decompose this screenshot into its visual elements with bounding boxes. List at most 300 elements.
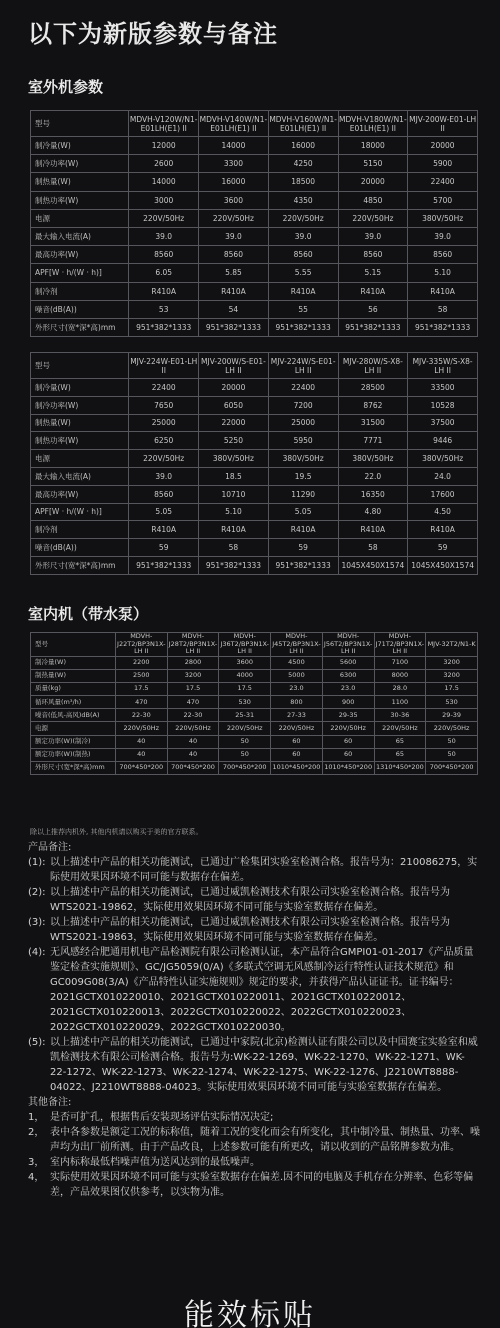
table-cell: 951*382*1333 bbox=[129, 556, 199, 574]
row-label-cell: 制热功率(W) bbox=[31, 432, 129, 450]
row-label-cell: 电源 bbox=[31, 722, 116, 735]
table-cell: 39.0 bbox=[408, 227, 478, 245]
table-cell: 951*382*1333 bbox=[338, 318, 408, 336]
table-cell: 220V/50Hz bbox=[268, 209, 338, 227]
table-cell: 40 bbox=[167, 735, 219, 748]
table-cell: 18000 bbox=[338, 137, 408, 155]
remarks-item bbox=[28, 855, 480, 885]
item-text: 无风感经合肥通用机电产品检测院有限公司检测认证，本产品符合GMPI01-01-2017《产品质量鉴定检查实施规则》、GC/JG5059(0/A)《多联式空调无风感制冷运行特性认证技术规范》和GC009G08(3/A)《产品特性认证实施规则》规定的要求，并获得产品认证证书。证书编号：2021GCTX010220010、2021GCTX010220011、2021GCTX010220012、2021GCTX010220013、2022GCTX010220022、2022GCTX010220023、2022GCTX010220029、2022GCTX010220030。 bbox=[50, 947, 474, 1033]
row-label-cell: 最大输入电流(A) bbox=[31, 467, 129, 485]
table-cell: 25-31 bbox=[219, 709, 271, 722]
table-cell: 220V/50Hz bbox=[219, 722, 271, 735]
table-cell: 4250 bbox=[268, 155, 338, 173]
table-row bbox=[31, 485, 478, 503]
item-text: 以上描述中产品的相关功能测试，已通过威凯检测技术有限公司实验室检测合格。报告号为WTS2021-19863，实际使用效果因环境不同可能与实验室数据存在偏差。 bbox=[50, 917, 450, 943]
row-label-cell: 外形尺寸(宽*深*高)mm bbox=[31, 556, 129, 574]
item-number: 2， bbox=[28, 1127, 45, 1138]
table-cell: 14000 bbox=[199, 137, 269, 155]
header-model-cell: MJV-335W/S-X8-LH II bbox=[408, 353, 478, 379]
table-cell: R410A bbox=[338, 282, 408, 300]
table-row bbox=[31, 246, 478, 264]
row-label-cell: 制热量(W) bbox=[31, 414, 129, 432]
table-cell: 8560 bbox=[199, 246, 269, 264]
table-row bbox=[31, 379, 478, 397]
table-cell: 530 bbox=[426, 696, 478, 709]
table-cell: 900 bbox=[322, 696, 374, 709]
table-row bbox=[31, 450, 478, 468]
table-cell: 18500 bbox=[268, 173, 338, 191]
row-label-cell: 制冷剂 bbox=[31, 521, 129, 539]
table-cell: 30-36 bbox=[374, 709, 426, 722]
table-cell: 39.0 bbox=[129, 467, 199, 485]
other-item bbox=[28, 1170, 480, 1200]
row-label-cell: 电源 bbox=[31, 209, 129, 227]
table-row bbox=[31, 735, 478, 748]
item-text: 以上描述中产品的相关功能测试，已通过威凯检测技术有限公司实验室检测合格。报告号为WTS2021-19862，实际使用效果因环境不同可能与实验室数据存在偏差。 bbox=[50, 887, 450, 913]
item-text: 室内标称最低档噪声值为送风达到的最低噪声。 bbox=[50, 1157, 260, 1168]
table-cell: 28500 bbox=[338, 379, 408, 397]
table-cell: 8762 bbox=[338, 396, 408, 414]
table-cell: 380V/50Hz bbox=[338, 450, 408, 468]
row-label-cell: 最高功率(W) bbox=[31, 246, 129, 264]
indoor-section-title: 室内机（带水泵） bbox=[28, 605, 149, 623]
table-cell: 800 bbox=[271, 696, 323, 709]
item-text: 以上描述中产品的相关功能测试，已通过中家院(北京)检测认证有限公司以及中国赛宝实验室和威凯检测技术有限公司检测合格。报告号为:WK-22-1269、WK-22-1270、WK-22-1271、WK-22-1272、WK-22-1273、WK-22-1274、WK-22-1275、WK-22-1276、J2210WT8888-04022、J2210WT8888-04023。实际使用效果因环境不同可能与实验室数据存在偏差。 bbox=[50, 1037, 478, 1093]
title-banner bbox=[0, 0, 500, 52]
row-label-cell: 额定功率(W)(制热) bbox=[31, 748, 116, 761]
table-cell: 951*382*1333 bbox=[268, 318, 338, 336]
table-cell: 5.85 bbox=[199, 264, 269, 282]
table-cell: 380V/50Hz bbox=[408, 209, 478, 227]
table-row bbox=[31, 227, 478, 245]
table-cell: 40 bbox=[115, 748, 167, 761]
table-row bbox=[31, 264, 478, 282]
table-cell: 20000 bbox=[199, 379, 269, 397]
table-row bbox=[31, 670, 478, 683]
table-cell: 65 bbox=[374, 748, 426, 761]
other-remarks-list bbox=[28, 1110, 480, 1200]
table-cell: 56 bbox=[338, 300, 408, 318]
table-cell: 60 bbox=[271, 748, 323, 761]
table-cell: 220V/50Hz bbox=[338, 209, 408, 227]
outdoor-section bbox=[0, 76, 103, 97]
header-model-cell: MDVH-V180W/N1-E01LH(E1) II bbox=[338, 111, 408, 137]
table-cell: 5.05 bbox=[129, 503, 199, 521]
header-model-cell: MDVH-J56T2/BP3N1X-LH II bbox=[323, 632, 373, 656]
table-cell: 220V/50Hz bbox=[426, 722, 478, 735]
table-cell: 55 bbox=[268, 300, 338, 318]
item-number: 1， bbox=[28, 1112, 45, 1123]
table-cell: R410A bbox=[199, 282, 269, 300]
table-cell: 39.0 bbox=[338, 227, 408, 245]
item-text: 实际使用效果因环境不同可能与实验室数据存在偏差.因不同的电脑及手机存在分辨率、色彩等偏差，产品效果图仅供参考，以实物为准。 bbox=[50, 1172, 474, 1198]
row-label-cell: 制冷量(W) bbox=[31, 379, 129, 397]
table-cell: 24.0 bbox=[408, 467, 478, 485]
table-cell: 5.10 bbox=[199, 503, 269, 521]
item-text: 以上描述中产品的相关功能测试，已通过广检集团实验室检测合格。报告号为：210086275，实际使用效果因环境不同可能与数据存在偏差。 bbox=[50, 857, 478, 883]
header-model-cell: MDVH-J22T2/BP3N1X-LH II bbox=[117, 632, 166, 656]
table-header-row bbox=[31, 111, 478, 137]
table-cell: 16000 bbox=[199, 173, 269, 191]
table-cell: 1010*450*200 bbox=[322, 761, 374, 774]
item-number: 3， bbox=[28, 1157, 45, 1168]
table-cell: 59 bbox=[268, 539, 338, 557]
table-cell: 60 bbox=[271, 735, 323, 748]
table-cell: 18.5 bbox=[199, 467, 269, 485]
table-cell: 4.50 bbox=[408, 503, 478, 521]
table-cell: 951*382*1333 bbox=[199, 556, 269, 574]
table-cell: 22400 bbox=[129, 379, 199, 397]
table-cell: 4350 bbox=[268, 191, 338, 209]
table-cell: 9446 bbox=[408, 432, 478, 450]
table-cell: 65 bbox=[374, 735, 426, 748]
table-cell: 25000 bbox=[129, 414, 199, 432]
table-cell: 4500 bbox=[271, 657, 323, 670]
table-cell: 37500 bbox=[408, 414, 478, 432]
row-label-cell: 制冷量(W) bbox=[31, 137, 129, 155]
table-cell: R410A bbox=[268, 521, 338, 539]
row-label-cell: 质量(kg) bbox=[31, 683, 116, 696]
row-label-cell: 制冷量(W) bbox=[31, 657, 116, 670]
table-cell: 220V/50Hz bbox=[271, 722, 323, 735]
indoor-params-table bbox=[30, 632, 478, 775]
table-cell: 6.05 bbox=[129, 264, 199, 282]
table-row bbox=[31, 556, 478, 574]
table-cell: 14000 bbox=[129, 173, 199, 191]
table-cell: 28.0 bbox=[374, 683, 426, 696]
header-label-cell: 型号 bbox=[31, 111, 129, 137]
outdoor-params-table-2 bbox=[30, 352, 478, 575]
header-label-cell: 型号 bbox=[31, 353, 129, 379]
table-cell: 20000 bbox=[338, 173, 408, 191]
other-item bbox=[28, 1125, 480, 1155]
row-label-cell: 额定功率(W)(制冷) bbox=[31, 735, 116, 748]
table-cell: 25000 bbox=[268, 414, 338, 432]
row-label-cell: 外形尺寸(宽*深*高)mm bbox=[31, 761, 116, 774]
table-row bbox=[31, 683, 478, 696]
table-row bbox=[31, 696, 478, 709]
table-row bbox=[31, 414, 478, 432]
item-number: (5): bbox=[28, 1037, 46, 1048]
table-cell: 39.0 bbox=[268, 227, 338, 245]
table-cell: 3300 bbox=[199, 155, 269, 173]
row-label-cell: 最大输入电流(A) bbox=[31, 227, 129, 245]
table-cell: 7100 bbox=[374, 657, 426, 670]
item-number: 4， bbox=[28, 1172, 45, 1183]
table-cell: 50 bbox=[426, 748, 478, 761]
table-cell: 951*382*1333 bbox=[408, 318, 478, 336]
table-cell: 5.10 bbox=[408, 264, 478, 282]
table-cell: 16000 bbox=[268, 137, 338, 155]
table-cell: 8560 bbox=[129, 246, 199, 264]
table-row bbox=[31, 396, 478, 414]
table-cell: 17.5 bbox=[426, 683, 478, 696]
table-row bbox=[31, 722, 478, 735]
energy-label-title: 能效标贴 bbox=[184, 1298, 316, 1328]
table-cell: 40 bbox=[167, 748, 219, 761]
table-cell: 3200 bbox=[426, 657, 478, 670]
table-row bbox=[31, 300, 478, 318]
table-cell: 2500 bbox=[115, 670, 167, 683]
row-label-cell: 噪音(dB(A)) bbox=[31, 539, 129, 557]
table-cell: 31500 bbox=[338, 414, 408, 432]
table-cell: 1045X450X1574 bbox=[408, 556, 478, 574]
table-cell: 4.80 bbox=[338, 503, 408, 521]
table-cell: 5.15 bbox=[338, 264, 408, 282]
table-cell: R410A bbox=[408, 282, 478, 300]
table-cell: 5.55 bbox=[268, 264, 338, 282]
header-model-cell: MDVH-J71T2/BP3N1X-LH II bbox=[375, 632, 425, 656]
header-model-cell: MJV-224W-E01-LH II bbox=[129, 353, 199, 379]
table-cell: 1045X450X1574 bbox=[338, 556, 408, 574]
table-cell: 3200 bbox=[426, 670, 478, 683]
table-cell: 10710 bbox=[199, 485, 269, 503]
table-cell: 23.0 bbox=[271, 683, 323, 696]
table-cell: 2800 bbox=[167, 657, 219, 670]
table-row bbox=[31, 209, 478, 227]
table-cell: 220V/50Hz bbox=[115, 722, 167, 735]
table-cell: 470 bbox=[167, 696, 219, 709]
table-cell: 58 bbox=[338, 539, 408, 557]
table-cell: 700*450*200 bbox=[219, 761, 271, 774]
table-cell: 60 bbox=[322, 748, 374, 761]
table-cell: 5250 bbox=[199, 432, 269, 450]
table-cell: 951*382*1333 bbox=[199, 318, 269, 336]
table-cell: 17600 bbox=[408, 485, 478, 503]
table-cell: 4000 bbox=[219, 670, 271, 683]
table-cell: 700*450*200 bbox=[115, 761, 167, 774]
table-cell: 11290 bbox=[268, 485, 338, 503]
table-cell: 50 bbox=[219, 748, 271, 761]
table-cell: 5700 bbox=[408, 191, 478, 209]
table-cell: 59 bbox=[408, 539, 478, 557]
row-label-cell: 最高功率(W) bbox=[31, 485, 129, 503]
table-cell: 22400 bbox=[268, 379, 338, 397]
table-row bbox=[31, 761, 478, 774]
table-cell: 53 bbox=[129, 300, 199, 318]
remarks-title: 产品备注: bbox=[28, 842, 72, 853]
table-cell: 3600 bbox=[219, 657, 271, 670]
table-cell: 380V/50Hz bbox=[199, 450, 269, 468]
table-cell: 54 bbox=[199, 300, 269, 318]
table-cell: 10528 bbox=[408, 396, 478, 414]
row-label-cell: 噪音(低风-高风)dB(A) bbox=[31, 709, 116, 722]
header-model-cell: MJV-200W/S-E01-LH II bbox=[199, 353, 269, 379]
outdoor-section-title: 室外机参数 bbox=[28, 78, 104, 96]
table-cell: 220V/50Hz bbox=[129, 209, 199, 227]
table-row bbox=[31, 539, 478, 557]
table-cell: 2200 bbox=[115, 657, 167, 670]
row-label-cell: 制冷剂 bbox=[31, 282, 129, 300]
table-cell: 8560 bbox=[268, 246, 338, 264]
table-row bbox=[31, 503, 478, 521]
table-cell: 380V/50Hz bbox=[408, 450, 478, 468]
table-cell: 50 bbox=[426, 735, 478, 748]
table-cell: 58 bbox=[408, 300, 478, 318]
table-cell: 22000 bbox=[199, 414, 269, 432]
table-cell: 58 bbox=[199, 539, 269, 557]
table-cell: 8000 bbox=[374, 670, 426, 683]
remarks-item bbox=[28, 885, 480, 915]
table-row bbox=[31, 467, 478, 485]
table-cell: 22400 bbox=[408, 173, 478, 191]
table-cell: 220V/50Hz bbox=[199, 209, 269, 227]
other-item bbox=[28, 1155, 480, 1170]
table-cell: 29-39 bbox=[426, 709, 478, 722]
table-cell: 22-30 bbox=[167, 709, 219, 722]
table-cell: 7200 bbox=[268, 396, 338, 414]
table-row bbox=[31, 521, 478, 539]
table-cell: 23.0 bbox=[322, 683, 374, 696]
table-row bbox=[31, 748, 478, 761]
table-cell: 40 bbox=[115, 735, 167, 748]
header-model-cell: MJV-280W/S-X8-LH II bbox=[338, 353, 408, 379]
item-number: (3): bbox=[28, 917, 46, 928]
table-cell: 17.5 bbox=[115, 683, 167, 696]
table-row bbox=[31, 282, 478, 300]
remarks-item bbox=[28, 1035, 480, 1095]
table-cell: 5150 bbox=[338, 155, 408, 173]
table-row bbox=[31, 318, 478, 336]
item-text: 是否可扩孔，根据售后安装现场评估实际情况决定; bbox=[50, 1112, 274, 1123]
header-model-cell: MDVH-V160W/N1-E01LH(E1) II bbox=[268, 111, 338, 137]
table-cell: 16350 bbox=[338, 485, 408, 503]
table-cell: 1010*450*200 bbox=[271, 761, 323, 774]
header-model-cell: MDVH-V140W/N1-E01LH(E1) II bbox=[199, 111, 269, 137]
table-cell: 39.0 bbox=[199, 227, 269, 245]
table-cell: 700*450*200 bbox=[426, 761, 478, 774]
table-cell: 39.0 bbox=[129, 227, 199, 245]
table-cell: 8560 bbox=[338, 246, 408, 264]
table-row bbox=[31, 709, 478, 722]
table-cell: 220V/50Hz bbox=[167, 722, 219, 735]
table-cell: 29-35 bbox=[322, 709, 374, 722]
row-label-cell: 制冷功率(W) bbox=[31, 155, 129, 173]
table-cell: 380V/50Hz bbox=[268, 450, 338, 468]
table-cell: 7771 bbox=[338, 432, 408, 450]
table-header-row bbox=[31, 353, 478, 379]
table-cell: 5950 bbox=[268, 432, 338, 450]
table-cell: 700*450*200 bbox=[167, 761, 219, 774]
table-cell: 6300 bbox=[322, 670, 374, 683]
remarks-section bbox=[28, 840, 480, 1200]
item-number: (4): bbox=[28, 947, 46, 958]
row-label-cell: APF[W · h/(W · h)] bbox=[31, 264, 129, 282]
header-model-cell: MJV-224W/S-E01-LH II bbox=[268, 353, 338, 379]
table-cell: 4850 bbox=[338, 191, 408, 209]
table-header-row bbox=[31, 633, 478, 657]
table-row bbox=[31, 155, 478, 173]
table-cell: 12000 bbox=[129, 137, 199, 155]
header-model-cell: MDVH-J36T2/BP3N1X-LH II bbox=[220, 632, 269, 656]
table-cell: 220V/50Hz bbox=[374, 722, 426, 735]
table-row bbox=[31, 137, 478, 155]
table-cell: 19.5 bbox=[268, 467, 338, 485]
table-cell: 6250 bbox=[129, 432, 199, 450]
item-text: 表中各参数是额定工况的标称值，随着工况的变化而会有所变化，其中制冷量、制热量、功率、噪声均为出厂前所测。由于产品改良，上述参数可能有所更改，请以收到的产品铭牌参数为准。 bbox=[50, 1127, 480, 1153]
remarks-item bbox=[28, 945, 480, 1035]
table-cell: 951*382*1333 bbox=[129, 318, 199, 336]
table-row bbox=[31, 173, 478, 191]
item-number: (1): bbox=[28, 857, 46, 868]
table-cell: 470 bbox=[115, 696, 167, 709]
row-label-cell: 噪音(dB(A)) bbox=[31, 300, 129, 318]
header-model-cell: MDVH-J45T2/BP3N1X-LH II bbox=[272, 632, 321, 656]
row-label-cell: 电源 bbox=[31, 450, 129, 468]
table-cell: 60 bbox=[322, 735, 374, 748]
table-cell: R410A bbox=[129, 521, 199, 539]
remarks-list bbox=[28, 855, 480, 1095]
table-cell: 22-30 bbox=[115, 709, 167, 722]
table-cell: 951*382*1333 bbox=[268, 556, 338, 574]
table-footnote: 除以上推荐内机外, 其他内机请以购买于美的官方联系。 bbox=[30, 828, 203, 836]
table-cell: 3000 bbox=[129, 191, 199, 209]
row-label-cell: 制热量(W) bbox=[31, 173, 129, 191]
table-cell: 1310*450*200 bbox=[374, 761, 426, 774]
table-cell: 33500 bbox=[408, 379, 478, 397]
table-cell: 17.5 bbox=[219, 683, 271, 696]
other-item bbox=[28, 1110, 480, 1125]
table-cell: 59 bbox=[129, 539, 199, 557]
header-model-cell: MJV-32T2/N1-K bbox=[426, 633, 478, 657]
table-row bbox=[31, 432, 478, 450]
table-cell: 8560 bbox=[129, 485, 199, 503]
row-label-cell: 外形尺寸(宽*深*高)mm bbox=[31, 318, 129, 336]
table-cell: 5900 bbox=[408, 155, 478, 173]
table-cell: 22.0 bbox=[338, 467, 408, 485]
outdoor-params-table bbox=[30, 110, 478, 337]
table-cell: 2600 bbox=[129, 155, 199, 173]
table-cell: R410A bbox=[199, 521, 269, 539]
header-model-cell: MDVH-V120W/N1-E01LH(E1) II bbox=[129, 111, 199, 137]
table-cell: 27-33 bbox=[271, 709, 323, 722]
other-remarks-title: 其他备注: bbox=[28, 1097, 72, 1108]
row-label-cell: 循环风量(m³/h) bbox=[31, 696, 116, 709]
row-label-cell: 制热功率(W) bbox=[31, 191, 129, 209]
table-cell: 220V/50Hz bbox=[322, 722, 374, 735]
table-cell: 1100 bbox=[374, 696, 426, 709]
header-model-cell: MDVH-J28T2/BP3N1X-LH II bbox=[168, 632, 218, 656]
table-cell: 530 bbox=[219, 696, 271, 709]
table-cell: 50 bbox=[219, 735, 271, 748]
table-cell: 7650 bbox=[129, 396, 199, 414]
table-cell: 17.5 bbox=[167, 683, 219, 696]
row-label-cell: 制冷功率(W) bbox=[31, 396, 129, 414]
table-row bbox=[31, 191, 478, 209]
table-cell: 8560 bbox=[408, 246, 478, 264]
page-title: 以下为新版参数与备注 bbox=[28, 20, 278, 48]
indoor-section bbox=[0, 603, 148, 624]
table-cell: 220V/50Hz bbox=[129, 450, 199, 468]
row-label-cell: APF[W · h/(W · h)] bbox=[31, 503, 129, 521]
table-cell: 3600 bbox=[199, 191, 269, 209]
table-cell: R410A bbox=[129, 282, 199, 300]
table-cell: 5000 bbox=[271, 670, 323, 683]
header-label-cell: 型号 bbox=[31, 633, 116, 657]
table-cell: 3200 bbox=[167, 670, 219, 683]
table-cell: 5.05 bbox=[268, 503, 338, 521]
header-model-cell: MJV-200W-E01-LH II bbox=[408, 111, 478, 137]
table-cell: 6050 bbox=[199, 396, 269, 414]
table-cell: R410A bbox=[408, 521, 478, 539]
remarks-item bbox=[28, 915, 480, 945]
table-cell: R410A bbox=[338, 521, 408, 539]
table-cell: 5600 bbox=[322, 657, 374, 670]
table-row bbox=[31, 657, 478, 670]
row-label-cell: 制热量(W) bbox=[31, 670, 116, 683]
table-cell: 20000 bbox=[408, 137, 478, 155]
table-cell: R410A bbox=[268, 282, 338, 300]
